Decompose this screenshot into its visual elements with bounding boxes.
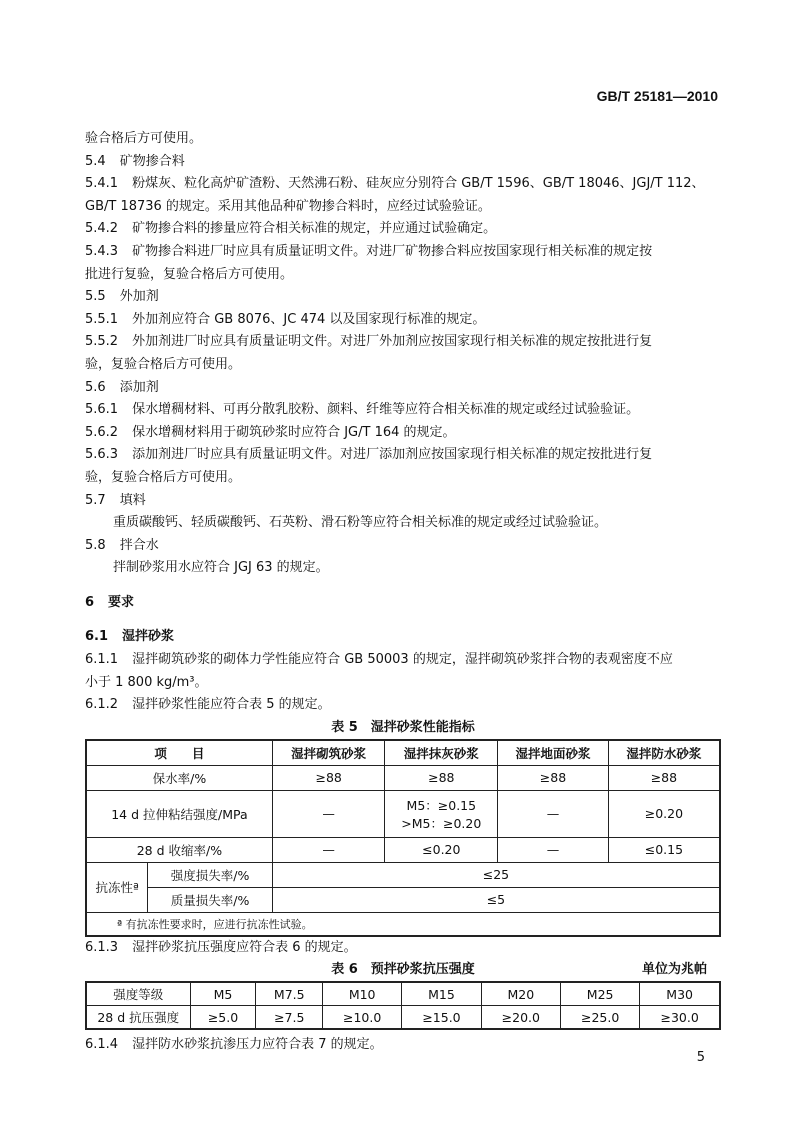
paragraph-line: [85, 128, 721, 151]
table6-cell: ≥7.5: [256, 1006, 323, 1030]
paragraph-line: [85, 422, 721, 445]
clause-number: 5.4.3: [85, 243, 119, 259]
clause-text: 要求: [108, 594, 135, 610]
paragraph-line: [85, 377, 721, 400]
table6-unit: 单位为兆帕: [641, 962, 707, 978]
table5-row-bond-strength: [86, 790, 720, 837]
clause-number: 5.4.1: [85, 176, 119, 192]
paragraph-line: [85, 649, 721, 672]
row-label: 质量损失率/%: [148, 887, 273, 912]
paragraph-continuation: 验，复验合格后方可使用。: [85, 356, 242, 372]
paragraph-line: [85, 444, 721, 467]
frost-resistance-label: 抗冻性ª: [86, 862, 148, 912]
row-label: 28 d 收缩率/%: [86, 837, 272, 862]
table5-row-shrinkage: [86, 837, 720, 862]
clause-text: 拌制砂浆用水应符合 JGJ 63 的规定。: [113, 560, 329, 576]
clause-text: 外加剂应符合 GB 8076、JC 474 以及国家现行标准的规定。: [132, 311, 486, 327]
clause-number: 5.5.2: [85, 334, 119, 350]
paragraph-list: [85, 128, 721, 717]
section-heading: [85, 490, 721, 513]
clause-text: 保水增稠材料、可再分散乳胶粉、颜料、纤维等应符合相关标准的规定或经过试验验证。: [132, 402, 640, 418]
table6-header: M25: [560, 982, 639, 1006]
para-6-1-3: [85, 937, 721, 960]
clause-text: 湿拌防水砂浆抗渗压力应符合表 7 的规定。: [132, 1037, 383, 1053]
paragraph-line: [85, 490, 721, 513]
paragraph-continuation: 批进行复验，复验合格后方可使用。: [85, 266, 294, 282]
paragraph-line: [85, 151, 721, 174]
cell: ≤25: [272, 862, 720, 887]
clause-paragraph: [85, 218, 721, 241]
table6-header: M5: [190, 982, 256, 1006]
clause-text: 外加剂进厂时应具有质量证明文件。对进厂外加剂应按国家现行相关标准的规定按批进行复: [132, 334, 653, 350]
table6-cell: ≥20.0: [481, 1006, 560, 1030]
table6-cell: ≥25.0: [560, 1006, 639, 1030]
clause-number: 5.5.1: [85, 311, 119, 327]
table5-header-waterproof: 湿拌防水砂浆: [608, 740, 720, 766]
table5-header-masonry: 湿拌砌筑砂浆: [272, 740, 385, 766]
table5-header-row: [86, 740, 720, 766]
clause-text: 矿物掺合料进厂时应具有质量证明文件。对进厂矿物掺合料应按国家现行相关标准的规定按: [132, 243, 653, 259]
table6-header: 强度等级: [86, 982, 190, 1006]
table5-note-row: [86, 912, 720, 936]
table5-header-plaster: 湿拌抹灰砂浆: [385, 740, 498, 766]
clause-paragraph: [85, 444, 721, 489]
paragraph-continuation: 验，复验合格后方可使用。: [85, 469, 242, 485]
table5-row-frost-strength: [86, 862, 720, 887]
clause-text: 重质碳酸钙、轻质碳酸钙、石英粉、滑石粉等应符合相关标准的规定或经过试验验证。: [113, 515, 608, 531]
table6-header: M20: [481, 982, 560, 1006]
clause-text: 添加剂进厂时应具有质量证明文件。对进厂添加剂应按国家现行相关标准的规定按批进行复: [132, 447, 653, 463]
table5-footnote: ª 有抗冻性要求时，应进行抗冻性试验。: [86, 912, 720, 936]
section-gap: [85, 614, 721, 626]
cell-line: M5：≥0.15: [406, 797, 477, 813]
paragraph-line: [85, 626, 721, 649]
document-body: [85, 128, 721, 1057]
cell-multiline: [385, 790, 498, 837]
clause-number: 6.1: [85, 629, 109, 645]
clause-number: 5.5: [85, 289, 106, 305]
cell: —: [498, 837, 609, 862]
clause-paragraph: [85, 128, 721, 151]
clause-number: 5.4.2: [85, 221, 119, 237]
standard-code-header: GB/T 25181—2010: [596, 88, 718, 104]
cell: ≥88: [498, 765, 609, 790]
table5: [85, 739, 721, 937]
clause-paragraph: [85, 309, 721, 332]
table6-cell: ≥5.0: [190, 1006, 256, 1030]
row-label: 14 d 拉伸粘结强度/MPa: [86, 790, 272, 837]
clause-text: 湿拌砂浆抗压强度应符合表 6 的规定。: [132, 939, 357, 955]
clause-number: 5.6: [85, 379, 106, 395]
clause-number: 5.4: [85, 153, 106, 169]
cell: —: [498, 790, 609, 837]
paragraph-continuation: 小于 1 800 kg/m³。: [85, 674, 208, 690]
clause-paragraph: [85, 399, 721, 422]
table6-header-row: [86, 982, 720, 1006]
paragraph-line: [85, 592, 721, 615]
clause-text: 粉煤灰、粒化高炉矿渣粉、天然沸石粉、硅灰应分别符合 GB/T 1596、GB/T 18046、JGJ/T 112、: [132, 176, 705, 192]
table6-header: M15: [402, 982, 481, 1006]
clause-number: 6: [85, 594, 95, 610]
paragraph-line: [85, 173, 721, 196]
table6-data-row: [86, 1006, 720, 1030]
cell: ≤0.15: [608, 837, 720, 862]
cell: ≥88: [272, 765, 385, 790]
row-label: 强度损失率/%: [148, 862, 273, 887]
clause-text: 矿物掺合料的掺量应符合相关标准的规定，并应通过试验确定。: [132, 221, 497, 237]
paragraph-line: [85, 331, 721, 354]
table6: [85, 981, 721, 1030]
clause-paragraph: [85, 241, 721, 286]
table5-header-floor: 湿拌地面砂浆: [498, 740, 609, 766]
cell: ≥88: [385, 765, 498, 790]
section-heading: [85, 626, 721, 649]
clause-number: 5.6.3: [85, 447, 119, 463]
clause-text: 矿物掺合料: [119, 153, 185, 169]
table6-cell: ≥30.0: [640, 1006, 720, 1030]
row-label: 保水率/%: [86, 765, 272, 790]
table5-header-item: 项 目: [86, 740, 272, 766]
paragraph-line: [85, 286, 721, 309]
table6-header: M30: [640, 982, 720, 1006]
table5-row-water-retention: [86, 765, 720, 790]
cell: ≥0.20: [608, 790, 720, 837]
table6-cell: ≥15.0: [402, 1006, 481, 1030]
clause-text: 填料: [119, 492, 146, 508]
paragraph-continuation: GB/T 18736 的规定。采用其他品种矿物掺合料时，应经过试验验证。: [85, 198, 491, 214]
paragraph-line: [85, 535, 721, 558]
clause-number: 6.1.2: [85, 697, 119, 713]
table6-header: M10: [323, 982, 402, 1006]
clause-number: 6.1.4: [85, 1037, 119, 1053]
clause-text: 拌合水: [119, 537, 159, 553]
paragraph-line: [85, 694, 721, 717]
paragraph-line: [85, 399, 721, 422]
cell: —: [272, 790, 385, 837]
page-number: 5: [696, 1050, 705, 1065]
clause-text: 保水增稠材料用于砌筑砂浆时应符合 JG/T 164 的规定。: [132, 424, 456, 440]
clause-text: 验合格后方可使用。: [85, 131, 203, 146]
clause-number: 6.1.1: [85, 652, 119, 668]
table6-header: M7.5: [256, 982, 323, 1006]
cell: ≤5: [272, 887, 720, 912]
clause-text: 湿拌砂浆: [122, 629, 175, 645]
table6-caption: 表 6 预拌砂浆抗压强度: [331, 962, 475, 978]
section-gap: [85, 580, 721, 592]
section-heading: [85, 592, 721, 615]
clause-number: 5.6.1: [85, 402, 119, 418]
paragraph-line: [85, 512, 721, 535]
section-heading: [85, 286, 721, 309]
section-heading: [85, 151, 721, 174]
clause-paragraph: [85, 649, 721, 694]
clause-text: 添加剂: [119, 379, 159, 395]
clause-paragraph: [85, 557, 721, 580]
section-heading: [85, 535, 721, 558]
table5-caption: 表 5 湿拌砂浆性能指标: [331, 719, 475, 735]
clause-paragraph: [85, 331, 721, 376]
table6-cell: ≥10.0: [323, 1006, 402, 1030]
paragraph-line: [85, 241, 721, 264]
clause-number: 6.1.3: [85, 939, 119, 955]
paragraph-line: [85, 557, 721, 580]
clause-number: 5.6.2: [85, 424, 119, 440]
table6-caption-row: [85, 959, 721, 981]
cell-line: >M5：≥0.20: [401, 815, 482, 831]
clause-text: 湿拌砂浆性能应符合表 5 的规定。: [132, 697, 331, 713]
clause-paragraph: [85, 173, 721, 218]
clause-number: 5.8: [85, 537, 106, 553]
para-6-1-4: [85, 1034, 721, 1057]
clause-text: 外加剂: [119, 289, 159, 305]
table5-row-frost-mass: [86, 887, 720, 912]
clause-text: 湿拌砌筑砂浆的砌体力学性能应符合 GB 50003 的规定，湿拌砌筑砂浆拌合物的表观密度不应: [132, 652, 673, 668]
clause-paragraph: [85, 512, 721, 535]
cell: ≥88: [608, 765, 720, 790]
table6-cell: 28 d 抗压强度: [86, 1006, 190, 1030]
clause-number: 5.7: [85, 492, 106, 508]
section-heading: [85, 377, 721, 400]
clause-paragraph: [85, 422, 721, 445]
cell: ≤0.20: [385, 837, 498, 862]
paragraph-line: [85, 218, 721, 241]
cell: —: [272, 837, 385, 862]
clause-paragraph: [85, 694, 721, 717]
paragraph-line: [85, 309, 721, 332]
